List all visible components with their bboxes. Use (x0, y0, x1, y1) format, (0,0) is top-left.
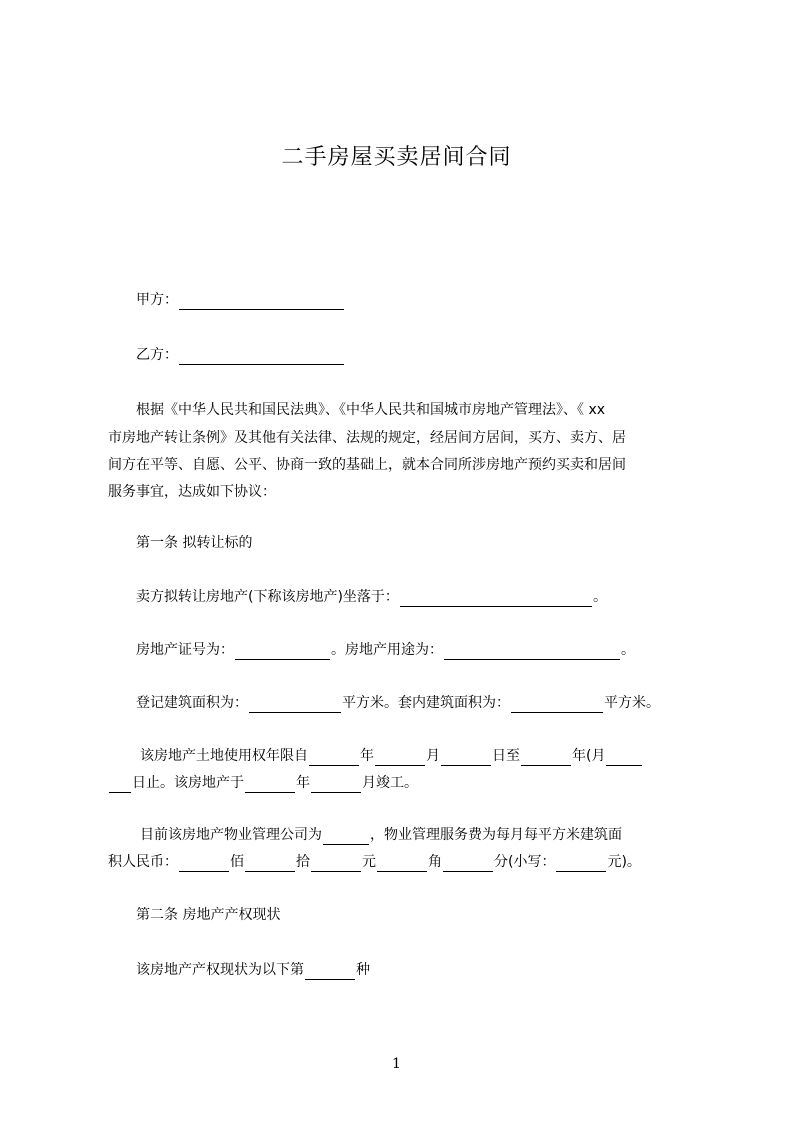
status-label: 该房地产产权现状为以下第 (136, 962, 304, 978)
article-1-heading: 第一条 拟转让标的 (136, 535, 253, 551)
completion-month-blank[interactable] (311, 776, 361, 793)
article-2-heading: 第二条 房地产产权现状 (136, 907, 281, 923)
intro-line-2: 市房地产转让条例》及其他有关法律、法规的规定，经居间方居间，买方、卖方、居 (108, 430, 626, 446)
land-start-month-blank[interactable] (375, 749, 425, 766)
land-label: 该房地产土地使用权年限自 (140, 748, 308, 764)
year-label: 年 (360, 748, 374, 764)
party-a-blank[interactable] (179, 293, 344, 310)
intro-line-4: 服务事宜，达成如下协议： (108, 484, 276, 500)
location-end: 。 (592, 589, 607, 605)
registered-area-blank[interactable] (249, 696, 341, 713)
intro-line-1: 根据《中华人民共和国民法典》、《中华人民共和国城市房地产管理法》、《 xx (136, 402, 606, 418)
yuan-label: 元 (362, 854, 376, 870)
land-end-year-blank[interactable] (521, 749, 571, 766)
fee-end: 元)。 (607, 854, 641, 870)
status-line (136, 960, 697, 980)
fee-yuan-blank[interactable] (311, 855, 361, 872)
fee-jiao-blank[interactable] (377, 855, 427, 872)
document-title: 二手房屋买卖居间合同 (281, 145, 512, 170)
day-to-label: 日至 (492, 748, 520, 764)
completion-year-label: 年 (296, 775, 310, 791)
fee-line-2 (108, 852, 697, 872)
fee-label: ，物业管理服务费为每月每平方米建筑面 (370, 827, 622, 843)
bai-label: 佰 (230, 854, 244, 870)
land-end-day-blank[interactable] (109, 776, 131, 793)
page-number: 1 (392, 1056, 401, 1072)
intro-line-3: 间方在平等、自愿、公平、协商一致的基础上，就本合同所涉房地产预约买卖和居间 (108, 457, 626, 473)
party-b-blank[interactable] (179, 348, 344, 365)
fen-label: 分(小写： (494, 854, 556, 870)
completion-label: 日止。该房地产于 (132, 775, 244, 791)
cert-line (136, 640, 697, 660)
completion-month-label: 月竣工。 (362, 775, 418, 791)
land-start-day-blank[interactable] (441, 749, 491, 766)
inner-area-blank[interactable] (511, 696, 603, 713)
usage-blank[interactable] (444, 643, 620, 660)
area-unit-end: 平方米。 (604, 695, 660, 711)
end-year-label: 年(月 (572, 748, 606, 764)
land-line-1 (140, 746, 697, 766)
fee-bai-blank[interactable] (179, 855, 229, 872)
shi-label: 拾 (296, 854, 310, 870)
party-a-line (136, 290, 697, 310)
party-b-line (136, 345, 697, 365)
jiao-label: 角 (428, 854, 442, 870)
usage-label: 。房地产用途为： (331, 642, 443, 658)
cert-label: 房地产证号为： (136, 642, 234, 658)
location-line (136, 587, 697, 607)
cert-number-blank[interactable] (235, 643, 330, 660)
fee-total-blank[interactable] (556, 855, 606, 872)
land-start-year-blank[interactable] (309, 749, 359, 766)
area-label: 登记建筑面积为： (136, 695, 248, 711)
fee-line-1 (140, 825, 697, 845)
area-line (136, 693, 713, 713)
rmb-label: 积人民币： (108, 854, 178, 870)
party-b-label: 乙方： (136, 347, 178, 363)
status-blank[interactable] (305, 963, 355, 980)
inner-area-label: 平方米。套内建筑面积为： (342, 695, 510, 711)
completion-year-blank[interactable] (245, 776, 295, 793)
location-label: 卖方拟转让房地产(下称该房地产)坐落于： (136, 589, 399, 605)
property-company-label: 目前该房地产物业管理公司为 (140, 827, 322, 843)
fee-shi-blank[interactable] (245, 855, 295, 872)
fee-fen-blank[interactable] (443, 855, 493, 872)
property-company-blank[interactable] (323, 828, 369, 845)
party-a-label: 甲方： (136, 292, 178, 308)
land-end-month-blank[interactable] (606, 749, 642, 766)
month-label: 月 (426, 748, 440, 764)
location-blank[interactable] (400, 590, 592, 607)
cert-end: 。 (621, 642, 635, 658)
status-end: 种 (356, 962, 370, 978)
land-line-2 (108, 773, 697, 793)
